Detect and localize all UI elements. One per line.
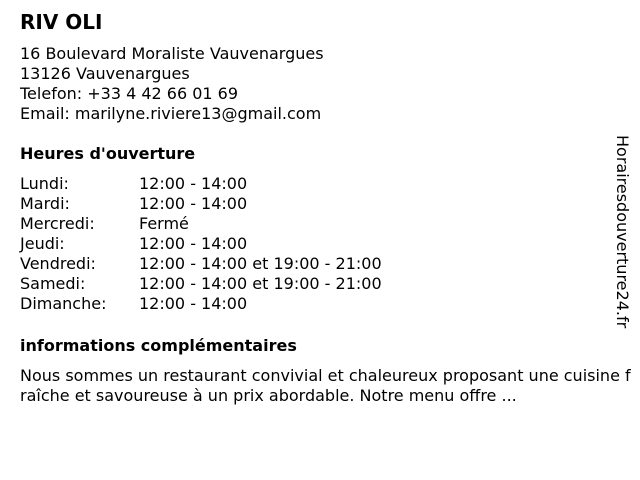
hours-day-label: Dimanche: xyxy=(20,294,107,313)
hours-time-value: Fermé xyxy=(139,214,189,233)
hours-day-label: Samedi: xyxy=(20,274,86,293)
additional-info-heading: informations complémentaires xyxy=(20,336,297,355)
phone-number: Telefon: +33 4 42 66 01 69 xyxy=(20,84,239,103)
hours-day-label: Lundi: xyxy=(20,174,69,193)
hours-row-samedi xyxy=(20,274,632,294)
hours-row-dimanche xyxy=(20,294,632,314)
hours-time-value: 12:00 - 14:00 xyxy=(139,234,248,253)
hours-row-jeudi xyxy=(20,234,632,254)
hours-day-label: Jeudi: xyxy=(20,234,65,253)
hours-time-value: 12:00 - 14:00 et 19:00 - 21:00 xyxy=(139,274,382,293)
business-name: RIV OLI xyxy=(20,10,103,34)
address-line-city: 13126 Vauvenargues xyxy=(20,64,190,83)
address-line-street: 16 Boulevard Moraliste Vauvenargues xyxy=(20,44,324,63)
opening-hours-table xyxy=(20,174,632,314)
hours-time-value: 12:00 - 14:00 xyxy=(139,174,248,193)
opening-hours-heading: Heures d'ouverture xyxy=(20,144,196,163)
hours-row-mercredi xyxy=(20,214,632,234)
hours-row-lundi xyxy=(20,174,632,194)
hours-time-value: 12:00 - 14:00 et 19:00 - 21:00 xyxy=(139,254,382,273)
site-watermark: Horairesdouverture24.fr xyxy=(613,135,632,329)
hours-day-label: Mardi: xyxy=(20,194,70,213)
email-address: Email: marilyne.riviere13@gmail.com xyxy=(20,104,322,123)
additional-info-text: Nous sommes un restaurant convivial et chaleureux proposant une cuisine fraîche et savoureuse à un prix abordable. Notre menu offre ... xyxy=(20,366,631,405)
hours-day-label: Vendredi: xyxy=(20,254,96,273)
hours-time-value: 12:00 - 14:00 xyxy=(139,194,248,213)
hours-row-vendredi xyxy=(20,254,632,274)
hours-day-label: Mercredi: xyxy=(20,214,95,233)
hours-row-mardi xyxy=(20,194,632,214)
business-card xyxy=(20,9,632,406)
hours-time-value: 12:00 - 14:00 xyxy=(139,294,248,313)
